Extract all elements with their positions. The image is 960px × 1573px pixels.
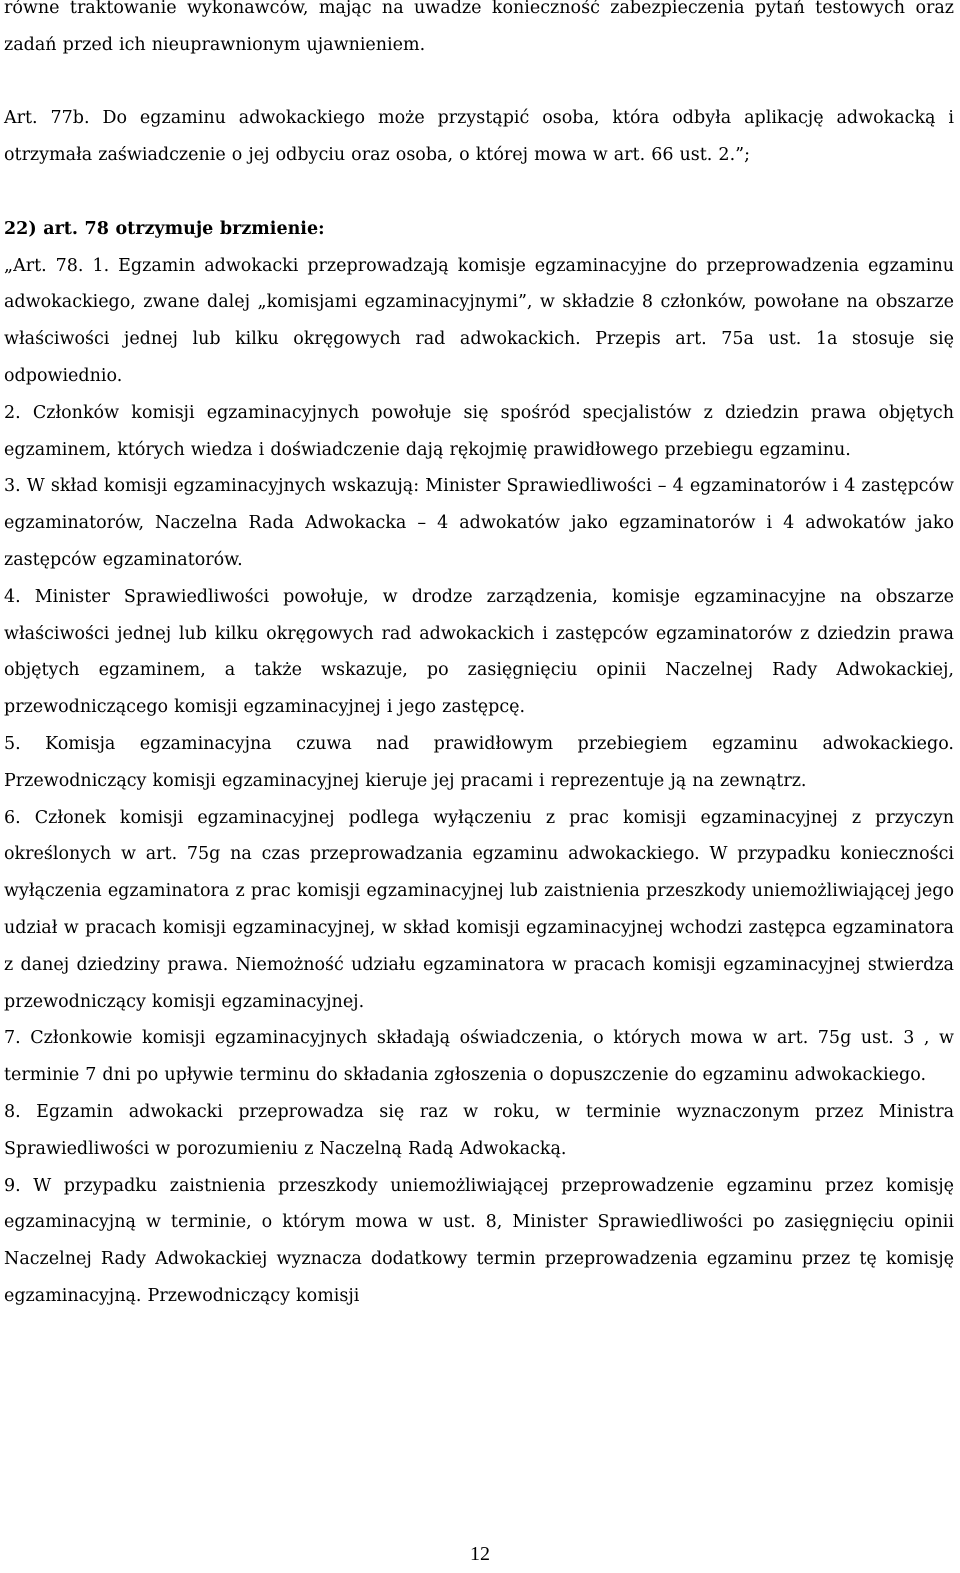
paragraph-ust-6: 6. Członek komisji egzaminacyjnej podlega wyłączeniu z prac komisji egzaminacyjnej z przyczyn określonych w art. 75g na czas przeprowadzania egzaminu adwokackiego. W przypadku konieczności wyłączenia egzaminatora z prac komisji egzaminacyjnej lub zaistnienia przeszkody uniemożliwiającej jego udział w pracach komisji egzaminacyjnej, w skład komisji egzaminacyjnej wchodzi zastępca egzaminatora z danej dziedziny prawa. Niemożność udziału egzaminatora w pracach komisji egzaminacyjnej stwierdza przewodniczący komisji egzaminacyjnej.	[4, 807, 954, 1012]
paragraph-art-77b: Art. 77b. Do egzaminu adwokackiego może przystąpić osoba, która odbyła aplikację adwokacką i otrzymała zaświadczenie o jej odbyciu oraz osoba, o której mowa w art. 66 ust. 2.”;	[4, 108, 954, 166]
paragraph-ust-8: 8. Egzamin adwokacki przeprowadza się raz w roku, w terminie wyznaczonym przez Ministra Sprawiedliwości w porozumieniu z Naczelną Radą Adwokacką.	[4, 1101, 954, 1159]
page-number: 12	[470, 1543, 490, 1565]
amendment-heading-22: 22) art. 78 otrzymuje brzmienie:	[4, 218, 325, 239]
paragraph-ust-2: 2. Członków komisji egzaminacyjnych powołuje się spośród specjalistów z dziedzin prawa objętych egzaminem, których wiedza i doświadczenie dają rękojmię prawidłowego przebiegu egzaminu.	[4, 402, 954, 460]
paragraph-gap	[4, 174, 954, 211]
paragraph-ust-9: 9. W przypadku zaistnienia przeszkody uniemożliwiającej przeprowadzenie egzaminu przez komisję egzaminacyjną w terminie, o którym mowa w ust. 8, Minister Sprawiedliwości po zasięgnięciu opinii Naczelnej Rady Adwokackiej wyznacza dodatkowy termin przeprowadzenia egzaminu przez tę komisję egzaminacyjną. Przewodniczący komisji	[4, 1175, 954, 1306]
paragraph-ust-5: 5. Komisja egzaminacyjna czuwa nad prawidłowym przebiegiem egzaminu adwokackiego. Przewodniczący komisji egzaminacyjnej kieruje jej pracami i reprezentuje ją na zewnątrz.	[4, 733, 954, 791]
paragraph-ust-3: 3. W skład komisji egzaminacyjnych wskazują: Minister Sprawiedliwości – 4 egzaminatorów i 4 zastępców egzaminatorów, Naczelna Rada Adwokacka – 4 adwokatów jako egzaminatorów i 4 adwokatów jako zastępców egzaminatorów.	[4, 476, 954, 570]
paragraph-ust-4: 4. Minister Sprawiedliwości powołuje, w drodze zarządzenia, komisje egzaminacyjne na obszarze właściwości jednej lub kilku okręgowych rad adwokackich i zastępców egzaminatorów z dziedzin prawa objętych egzaminem, a także wskazuje, po zasięgnięciu opinii Naczelnej Rady Adwokackiej, przewodniczącego komisji egzaminacyjnej i jego zastępcę.	[4, 586, 954, 718]
paragraph-ust-7: 7. Członkowie komisji egzaminacyjnych składają oświadczenia, o których mowa w art. 75g ust. 3 , w terminie 7 dni po upływie terminu do składania zgłoszenia o dopuszczenie do egzaminu adwokackiego.	[4, 1028, 954, 1086]
document-body	[4, 0, 954, 1315]
paragraph-art-78-ust-1: „Art. 78. 1. Egzamin adwokacki przeprowadzają komisje egzaminacyjne do przeprowadzenia egzaminu adwokackiego, zwane dalej „komisjami egzaminacyjnymi”, w składzie 8 członków, powołane na obszarze właściwości jednej lub kilku okręgowych rad adwokackich. Przepis art. 75a ust. 1a stosuje się odpowiednio.	[4, 255, 954, 386]
paragraph-continuation: równe traktowanie wykonawców, mając na uwadze konieczność zabezpieczenia pytań testowych oraz zadań przed ich nieuprawnionym ujawnieniem.	[4, 0, 954, 55]
paragraph-gap	[4, 64, 954, 101]
